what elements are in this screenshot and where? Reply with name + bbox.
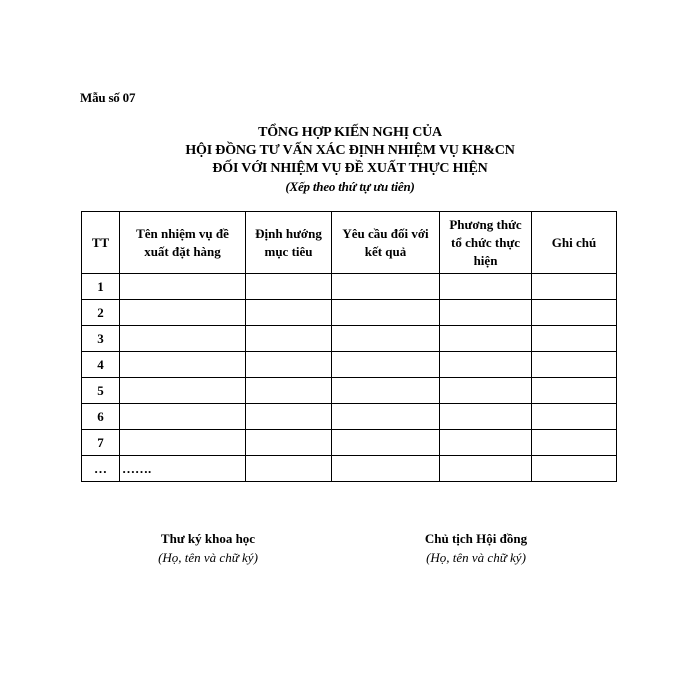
table-row bbox=[82, 456, 617, 482]
header-task-name: Tên nhiệm vụ đề xuất đặt hàng bbox=[120, 212, 246, 274]
cell-notes bbox=[532, 274, 617, 300]
table-body bbox=[82, 274, 617, 482]
cell-implementation-method bbox=[440, 274, 532, 300]
cell-result-requirements bbox=[332, 352, 440, 378]
cell-task-name: ……. bbox=[120, 456, 246, 482]
cell-implementation-method bbox=[440, 404, 532, 430]
cell-target-orientation bbox=[246, 274, 332, 300]
cell-notes bbox=[532, 378, 617, 404]
cell-target-orientation bbox=[246, 404, 332, 430]
table-header-row bbox=[82, 212, 617, 274]
cell-task-name bbox=[120, 378, 246, 404]
title-subtitle: (Xếp theo thứ tự ưu tiên) bbox=[285, 179, 415, 194]
cell-implementation-method bbox=[440, 326, 532, 352]
cell-tt: 4 bbox=[82, 352, 120, 378]
cell-result-requirements bbox=[332, 456, 440, 482]
cell-implementation-method bbox=[440, 456, 532, 482]
document-title bbox=[0, 124, 700, 196]
cell-target-orientation bbox=[246, 326, 332, 352]
secretary-role: Thư ký khoa học bbox=[160, 531, 256, 546]
cell-target-orientation bbox=[246, 352, 332, 378]
header-tt: TT bbox=[82, 212, 120, 274]
table-row bbox=[82, 430, 617, 456]
cell-result-requirements bbox=[332, 430, 440, 456]
cell-notes bbox=[532, 326, 617, 352]
cell-task-name bbox=[120, 274, 246, 300]
cell-notes bbox=[532, 404, 617, 430]
cell-target-orientation bbox=[246, 378, 332, 404]
summary-table bbox=[81, 211, 617, 482]
header-result-requirements: Yêu cầu đối với kết quả bbox=[332, 212, 440, 274]
cell-task-name bbox=[120, 326, 246, 352]
cell-tt: … bbox=[82, 456, 120, 482]
secretary-signature bbox=[98, 529, 318, 567]
table-row bbox=[82, 326, 617, 352]
chairman-signature bbox=[366, 529, 586, 567]
chairman-hint: (Họ, tên và chữ ký) bbox=[426, 550, 526, 565]
cell-tt: 7 bbox=[82, 430, 120, 456]
header-target-orientation: Định hướng mục tiêu bbox=[246, 212, 332, 274]
cell-tt: 5 bbox=[82, 378, 120, 404]
table-row bbox=[82, 378, 617, 404]
cell-notes bbox=[532, 300, 617, 326]
cell-implementation-method bbox=[440, 430, 532, 456]
table-row bbox=[82, 404, 617, 430]
cell-task-name bbox=[120, 430, 246, 456]
cell-target-orientation bbox=[246, 430, 332, 456]
cell-result-requirements bbox=[332, 274, 440, 300]
table-row bbox=[82, 300, 617, 326]
title-line-3: ĐỐI VỚI NHIỆM VỤ ĐỀ XUẤT THỰC HIỆN bbox=[212, 161, 488, 176]
cell-implementation-method bbox=[440, 300, 532, 326]
table-row bbox=[82, 274, 617, 300]
cell-result-requirements bbox=[332, 378, 440, 404]
secretary-hint: (Họ, tên và chữ ký) bbox=[158, 550, 258, 565]
cell-tt: 6 bbox=[82, 404, 120, 430]
chairman-role: Chủ tịch Hội đồng bbox=[424, 531, 528, 546]
form-number: Mẫu số 07 bbox=[80, 90, 136, 105]
title-line-2: HỘI ĐỒNG TƯ VẤN XÁC ĐỊNH NHIỆM VỤ KH&CN bbox=[185, 143, 515, 158]
cell-result-requirements bbox=[332, 326, 440, 352]
cell-target-orientation bbox=[246, 300, 332, 326]
table-row bbox=[82, 352, 617, 378]
cell-notes bbox=[532, 456, 617, 482]
cell-result-requirements bbox=[332, 404, 440, 430]
cell-tt: 3 bbox=[82, 326, 120, 352]
cell-tt: 1 bbox=[82, 274, 120, 300]
cell-task-name bbox=[120, 404, 246, 430]
title-line-1: TỔNG HỢP KIẾN NGHỊ CỦA bbox=[258, 125, 442, 140]
cell-implementation-method bbox=[440, 378, 532, 404]
header-notes: Ghi chú bbox=[532, 212, 617, 274]
cell-notes bbox=[532, 352, 617, 378]
cell-task-name bbox=[120, 352, 246, 378]
cell-implementation-method bbox=[440, 352, 532, 378]
cell-result-requirements bbox=[332, 300, 440, 326]
cell-tt: 2 bbox=[82, 300, 120, 326]
header-implementation-method: Phương thức tổ chức thực hiện bbox=[440, 212, 532, 274]
cell-notes bbox=[532, 430, 617, 456]
cell-target-orientation bbox=[246, 456, 332, 482]
cell-task-name bbox=[120, 300, 246, 326]
